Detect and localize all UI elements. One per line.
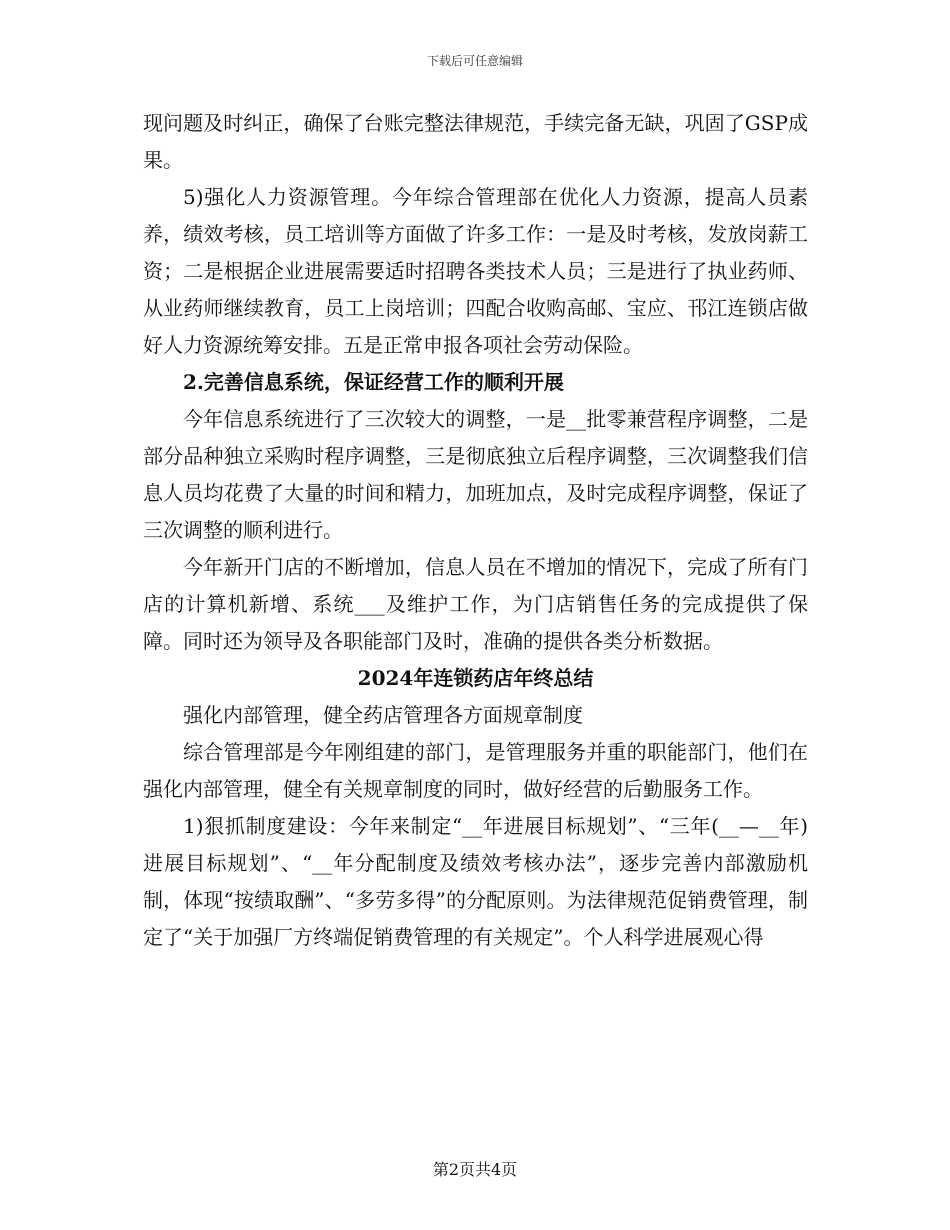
document-body — [143, 105, 808, 956]
paragraph-internal-management: 强化内部管理，健全药店管理各方面规章制度 — [183, 703, 583, 727]
paragraph-admin-department: 综合管理部是今年刚组建的部门，是管理服务并重的职能部门，他们在强化内部管理，健全有关规章制度的同时，做好经营的后勤服务工作。 — [143, 740, 808, 801]
document-title: 2024年连锁药店年终总结 — [357, 666, 594, 690]
section-heading-info-system: 2.完善信息系统，保证经营工作的顺利开展 — [183, 370, 564, 394]
page-number: 第2页共4页 — [432, 1160, 518, 1179]
paragraph-hr-management: 5)强化人力资源管理。今年综合管理部在优化人力资源，提高人员素养，绩效考核，员工培训等方面做了许多工作：一是及时考核，发放岗薪工资；二是根据企业进展需要适时招聘各类技术人员；三是进行了执业药师、从业药师继续教育，员工上岗培训；四配合收购高邮、宝应、邗江连锁店做好人力资源统筹安排。五是正常申报各项社会劳动保险。 — [143, 185, 808, 357]
paragraph-new-stores: 今年新开门店的不断增加，信息人员在不增加的情况下，完成了所有门店的计算机新增、系统___及维护工作，为门店销售任务的完成提供了保障。同时还为领导及各职能部门及时，准确的提供各类分析数据。 — [143, 555, 808, 653]
page-header-note: 下载后可任意编辑 — [426, 54, 523, 68]
paragraph-system-building: 1)狠抓制度建设：今年来制定“__年进展目标规划”、“三年(__—__年)进展目标规划”、“__年分配制度及绩效考核办法”，逐步完善内部激励机制，体现“按绩取酬”、“多劳多得”的分配原则。为法律规范促销费管理，制定了“关于加强厂方终端促销费管理的有关规定”。个人科学进展观心得 — [143, 814, 808, 949]
paragraph-continuation: 现问题及时纠正，确保了台账完整法律规范，手续完备无缺，巩固了GSP成果。 — [143, 111, 808, 172]
paragraph-system-adjustments: 今年信息系统进行了三次较大的调整，一是__批零兼营程序调整，二是部分品种独立采购时程序调整，三是彻底独立后程序调整，三次调整我们信息人员均花费了大量的时间和精力，加班加点，及时完成程序调整，保证了三次调整的顺利进行。 — [143, 407, 808, 542]
